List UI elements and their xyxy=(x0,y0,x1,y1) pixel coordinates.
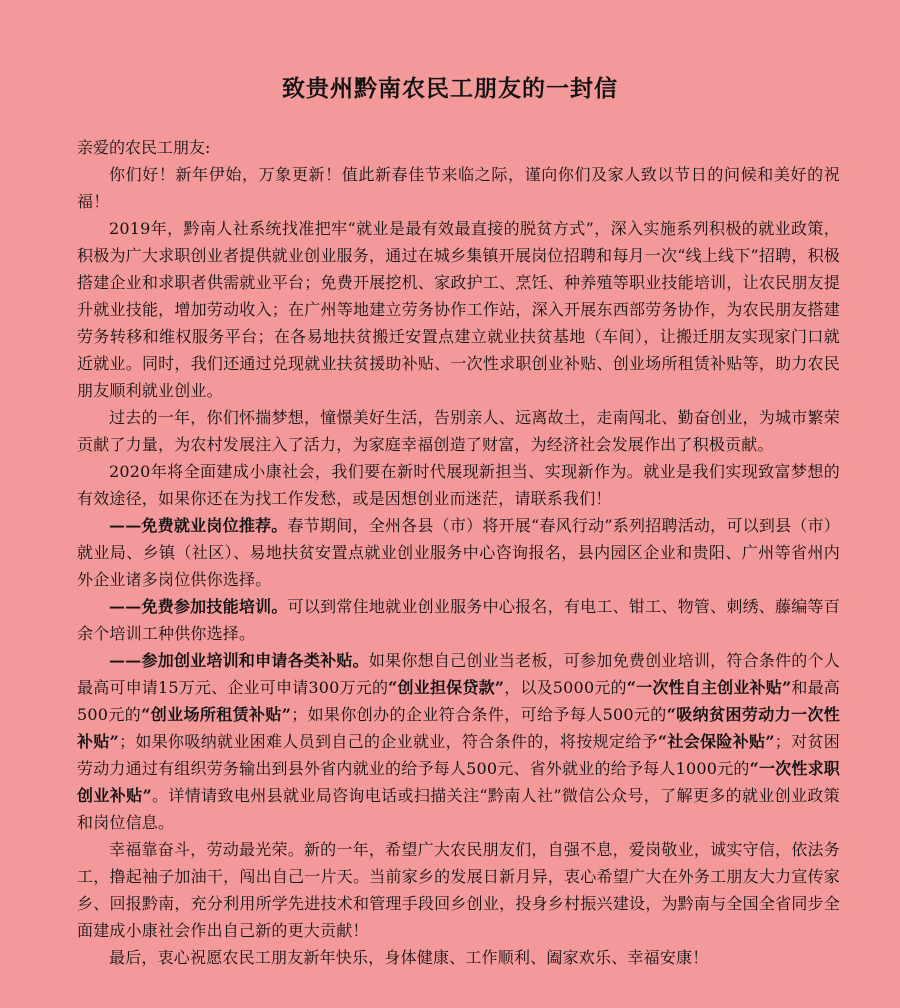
paragraph xyxy=(77,458,840,512)
paragraph xyxy=(77,512,840,593)
paragraph-text: 2019年，黔南人社系统找准把牢“就业是最有效最直接的脱贫方式”，深入实施系列积极的就业政策，积极为广大求职创业者提供就业创业服务，通过在城乡集镇开展岗位招聘和每月一次“线上线下”招聘，积极搭建企业和求职者供需就业平台；免费开展挖机、家政护工、烹饪、种养殖等职业技能培训，让农民朋友提升就业技能，增加劳动收入；在广州等地建立劳务协作工作站，深入开展东西部劳务协作，为农民朋友搭建劳务转移和维权服务平台；在各易地扶贫搬迁安置点建立就业扶贫基地（车间），让搬迁朋友实现家门口就近就业。同时，我们还通过兑现就业扶贫援助补贴、一次性求职创业补贴、创业场所租赁补贴等，助力农民朋友顺利就业创业。 xyxy=(77,219,840,400)
paragraph-text: 如果你想自己创业当老板，可参加免费创业培训，符合条件的个人最高可申请15万元、企业可申请300万元的 xyxy=(77,651,840,697)
bold-text: “一次性求职创业补贴” xyxy=(77,759,840,805)
paragraph-text: ；如果你吸纳就业困难人员到自己的企业就业，符合条件的，将按规定给予 xyxy=(119,732,658,751)
paragraph-text: ；如果你创办的企业符合条件，可给予每人500元的 xyxy=(291,705,667,724)
paragraph-text: 最后，衷心祝愿农民工朋友新年快乐，身体健康、工作顺利、阖家欢乐、幸福安康！ xyxy=(109,948,709,967)
paragraph-text: ，以及5000元的 xyxy=(504,678,627,697)
letter-body xyxy=(77,134,840,971)
letter-title: 致贵州黔南农民工朋友的一封信 xyxy=(282,75,618,102)
salutation: 亲爱的农民工朋友: xyxy=(77,138,211,157)
paragraph-text: 2020年将全面建成小康社会，我们要在新时代展现新担当、实现新作为。就业是我们实现致富梦想的有效途径，如果你还在为找工作发愁，或是因想创业而迷茫，请联系我们！ xyxy=(77,462,840,508)
paragraph-text: 幸福靠奋斗，劳动最光荣。新的一年，希望广大农民朋友们，自强不息，爱岗敬业，诚实守信，依法务工，撸起袖子加油干，闯出自己一片天。当前家乡的发展日新月异，衷心希望广大在外务工朋友大力宣传家乡、回报黔南，充分利用所学先进技术和管理手段回乡创业，投身乡村振兴建设，为黔南与全国全省同步全面建成小康社会作出自己新的更大贡献！ xyxy=(77,840,840,940)
paragraph xyxy=(77,593,840,647)
paragraph xyxy=(77,944,840,971)
paragraph-text: ；对贫困劳动力通过有组织劳务输出到县外省内就业的给予每人500元、省外就业的给予每人1000元的 xyxy=(77,732,840,778)
paragraph-list xyxy=(77,161,840,971)
bold-text: “一次性自主创业补贴” xyxy=(626,678,792,697)
paragraph xyxy=(77,404,840,458)
bold-text: ——免费就业岗位推荐。 xyxy=(109,516,288,535)
paragraph-text: 你们好！新年伊始，万象更新！值此新春佳节来临之际，谨向你们及家人致以节日的问候和美好的祝福！ xyxy=(77,165,840,211)
paragraph-text: 春节期间，全州各县（市）将开展“春风行动”系列招聘活动，可以到县（市）就业局、乡镇（社区）、易地扶贫安置点就业创业服务中心咨询报名，县内园区企业和贵阳、广州等省州内外企业诸多岗位供你选择。 xyxy=(77,516,840,589)
paragraph-text: 。详情请致电州县就业局咨询电话或扫描关注“黔南人社”微信公众号，了解更多的就业创业政策和岗位信息。 xyxy=(77,786,840,832)
bold-text: “社会保险补贴” xyxy=(657,732,775,751)
paragraph xyxy=(77,647,840,836)
paragraph-text: 可以到常住地就业创业服务中心报名，有电工、钳工、物管、刺绣、藤编等百余个培训工种供你选择。 xyxy=(77,597,840,643)
paragraph xyxy=(77,836,840,944)
paragraph xyxy=(77,215,840,404)
bold-text: ——参加创业培训和申请各类补贴。 xyxy=(109,651,369,670)
paragraph xyxy=(77,161,840,215)
bold-text: ——免费参加技能培训。 xyxy=(109,597,288,616)
paragraph-text: 和最高500元的 xyxy=(77,678,840,724)
bold-text: “创业场所租赁补贴” xyxy=(141,705,292,724)
bold-text: “吸纳贫困劳动力一次性补贴” xyxy=(77,705,840,751)
paragraph-text: 过去的一年，你们怀揣梦想，憧憬美好生活，告别亲人、远离故土，走南闯北、勤奋创业，为城市繁荣贡献了力量，为农村发展注入了活力，为家庭幸福创造了财富，为经济社会发展作出了积极贡献。 xyxy=(77,408,840,454)
bold-text: “创业担保贷款” xyxy=(388,678,505,697)
